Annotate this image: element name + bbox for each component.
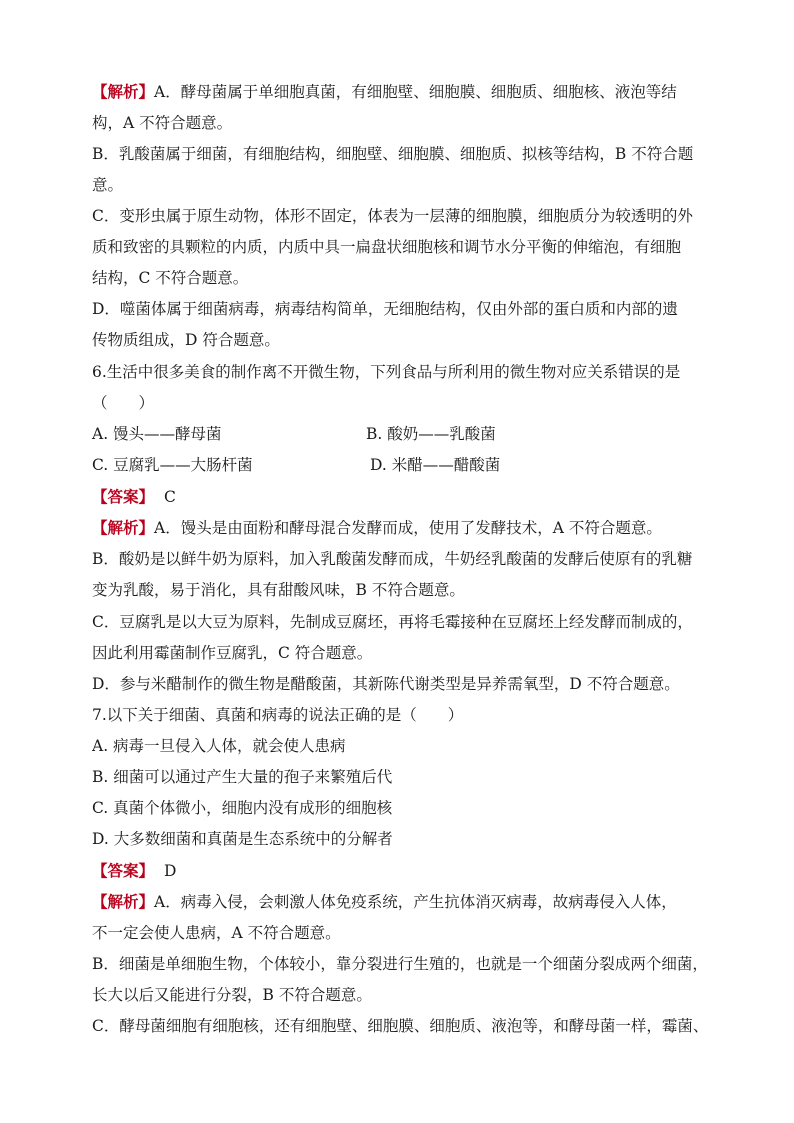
q6-stem-line-2: （ ） xyxy=(92,394,155,412)
q7-analysis-b-line-1: B．细菌是单细胞生物，个体较小，靠分裂进行生殖的，也就是一个细菌分裂成两个细菌， xyxy=(92,955,708,973)
q6-option-b: B. 酸奶——乳酸菌 xyxy=(366,425,496,443)
q7-option-d: D. 大多数细菌和真菌是生态系统中的分解者 xyxy=(92,830,393,848)
q6-analysis-c-line-2: 因此利用霉菌制作豆腐乳，C 符合题意。 xyxy=(92,644,373,662)
q5-analysis-c-line-1: C．变形虫属于原生动物，体形不固定，体表为一层薄的细胞膜，细胞质分为较透明的外 xyxy=(92,207,693,225)
q7-analysis-b-line-2: 长大以后又能进行分裂，B 不符合题意。 xyxy=(92,986,372,1004)
q5-analysis-a-line-1: 【解析】A．酵母菌属于单细胞真菌，有细胞壁、细胞膜、细胞质、细胞核、液泡等结 xyxy=(92,82,677,101)
q5-analysis-c-line-2: 质和致密的具颗粒的内质，内质中具一扁盘状细胞核和调节水分平衡的伸缩泡，有细胞 xyxy=(92,238,682,256)
analysis-tag: 【解析】 xyxy=(92,892,155,911)
q6-analysis-b-line-1: B．酸奶是以鲜牛奶为原料，加入乳酸菌发酵而成，牛奶经乳酸菌的发酵后使原有的乳糖 xyxy=(92,550,693,568)
analysis-tag: 【解析】 xyxy=(92,518,155,537)
q5-analysis-d-line-1: D．噬菌体属于细菌病毒，病毒结构简单，无细胞结构，仅由外部的蛋白质和内部的遗 xyxy=(92,300,678,318)
q6-analysis-d-line-1: D．参与米醋制作的微生物是醋酸菌，其新陈代谢类型是异养需氧型，D 不符合题意。 xyxy=(92,675,680,693)
q6-option-a: A. 馒头——酵母菌 xyxy=(92,425,222,443)
q7-analysis-a-line-2: 不一定会使人患病，A 不符合题意。 xyxy=(92,924,341,942)
q6-stem-line-1: 6.生活中很多美食的制作离不开微生物，下列食品与所利用的微生物对应关系错误的是 xyxy=(92,363,681,381)
q7-analysis-c-line-1: C．酵母菌细胞有细胞核，还有细胞壁、细胞膜、细胞质、液泡等，和酵母菌一样，霉菌、 xyxy=(92,1017,709,1035)
q6-answer xyxy=(92,487,712,507)
q7-option-b: B. 细菌可以通过产生大量的孢子来繁殖后代 xyxy=(92,768,393,786)
q5-analysis-d-line-2: 传物质组成，D 符合题意。 xyxy=(92,331,280,349)
answer-tag: 【答案】 xyxy=(92,487,155,506)
q5-analysis-b-line-2: 意。 xyxy=(92,176,124,194)
analysis-tag: 【解析】 xyxy=(92,82,155,101)
q5-analysis-a-line-2: 构，A 不符合题意。 xyxy=(92,114,233,132)
q6-analysis-b-line-2: 变为乳酸，易于消化，具有甜酸风味，B 不符合题意。 xyxy=(92,581,465,599)
q7-stem: 7.以下关于细菌、真菌和病毒的说法正确的是（ ） xyxy=(92,706,464,724)
answer-value: C xyxy=(164,488,176,506)
answer-value: D xyxy=(164,862,177,880)
q7-answer xyxy=(92,861,712,881)
q7-option-a: A. 病毒一旦侵入人体，就会使人患病 xyxy=(92,737,346,755)
q6-analysis-a-line-1: 【解析】A．馒头是由面粉和酵母混合发酵而成，使用了发酵技术，A 不符合题意。 xyxy=(92,518,662,537)
q6-option-d: D. 米醋——醋酸菌 xyxy=(370,456,501,474)
answer-tag: 【答案】 xyxy=(92,861,155,880)
q7-analysis-a-line-1: 【解析】A．病毒入侵，会刺激人体免疫系统，产生抗体消灭病毒，故病毒侵入人体， xyxy=(92,892,677,911)
q6-analysis-c-line-1: C．豆腐乳是以大豆为原料，先制成豆腐坯，再将毛霉接种在豆腐坯上经发酵而制成的， xyxy=(92,613,693,631)
q5-analysis-b-line-1: B．乳酸菌属于细菌，有细胞结构，细胞壁、细胞膜、细胞质、拟核等结构，B 不符合题 xyxy=(92,145,694,163)
q6-option-c: C. 豆腐乳——大肠杆菌 xyxy=(92,456,253,474)
q5-analysis-c-line-3: 结构，C 不符合题意。 xyxy=(92,269,249,287)
q7-option-c: C. 真菌个体微小，细胞内没有成形的细胞核 xyxy=(92,799,393,817)
